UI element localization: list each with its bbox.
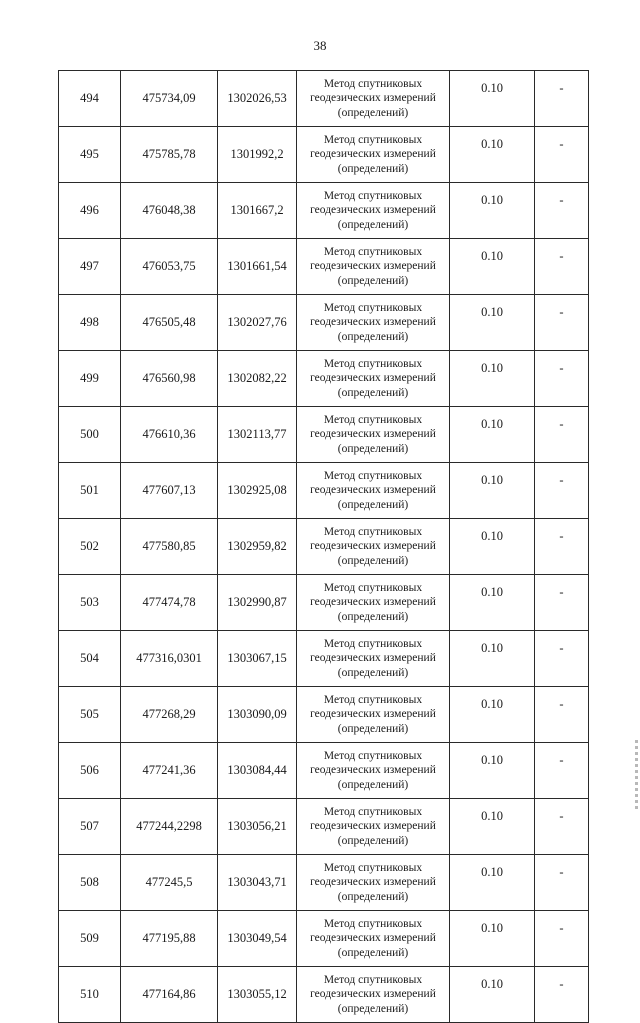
y-coordinate-cell: 1303090,09 [218,687,297,743]
method-cell [297,71,450,127]
method-line: геодезических измерений [310,148,436,161]
point-number-cell: 501 [59,463,121,519]
note-cell: - [535,295,589,351]
method-line: (определений) [337,106,409,119]
method-cell [297,127,450,183]
point-number-cell: 505 [59,687,121,743]
accuracy-cell: 0.10 [450,911,535,967]
method-line: геодезических измерений [310,372,436,385]
table-row [59,183,589,239]
x-coordinate-cell: 475734,09 [121,71,218,127]
accuracy-cell: 0.10 [450,855,535,911]
method-line: (определений) [337,274,409,287]
point-number-cell: 506 [59,743,121,799]
y-coordinate-cell: 1302959,82 [218,519,297,575]
method-cell [297,295,450,351]
table-row [59,407,589,463]
note-cell: - [535,687,589,743]
method-line: геодезических измерений [310,260,436,273]
y-coordinate-cell: 1301661,54 [218,239,297,295]
method-line: (определений) [337,946,409,959]
method-line: (определений) [337,666,409,679]
method-cell [297,855,450,911]
method-line: Метод спутниковых [323,189,423,202]
accuracy-cell: 0.10 [450,519,535,575]
note-cell: - [535,743,589,799]
note-cell: - [535,855,589,911]
method-line: геодезических измерений [310,820,436,833]
x-coordinate-cell: 477607,13 [121,463,218,519]
method-cell [297,687,450,743]
method-line: Метод спутниковых [323,973,423,986]
table-row [59,239,589,295]
method-cell [297,407,450,463]
y-coordinate-cell: 1302113,77 [218,407,297,463]
method-line: Метод спутниковых [323,413,423,426]
method-line: (определений) [337,554,409,567]
accuracy-cell: 0.10 [450,407,535,463]
x-coordinate-cell: 476048,38 [121,183,218,239]
method-line: Метод спутниковых [323,693,423,706]
point-number-cell: 499 [59,351,121,407]
table-row [59,575,589,631]
accuracy-cell: 0.10 [450,575,535,631]
y-coordinate-cell: 1302082,22 [218,351,297,407]
note-cell: - [535,575,589,631]
method-line: (определений) [337,218,409,231]
method-cell [297,183,450,239]
method-line: Метод спутниковых [323,77,423,90]
method-line: (определений) [337,834,409,847]
method-line: геодезических измерений [310,988,436,1001]
accuracy-cell: 0.10 [450,183,535,239]
coordinates-table-body [59,71,589,1023]
note-cell: - [535,967,589,1023]
point-number-cell: 496 [59,183,121,239]
method-line: Метод спутниковых [323,805,423,818]
method-line: (определений) [337,778,409,791]
x-coordinate-cell: 476610,36 [121,407,218,463]
method-line: (определений) [337,498,409,511]
table-row [59,127,589,183]
y-coordinate-cell: 1303084,44 [218,743,297,799]
y-coordinate-cell: 1301992,2 [218,127,297,183]
method-cell [297,743,450,799]
table-row [59,631,589,687]
accuracy-cell: 0.10 [450,463,535,519]
note-cell: - [535,239,589,295]
accuracy-cell: 0.10 [450,799,535,855]
method-line: Метод спутниковых [323,525,423,538]
method-line: геодезических измерений [310,92,436,105]
note-cell: - [535,799,589,855]
coordinates-table [58,70,589,1023]
note-cell: - [535,71,589,127]
method-line: геодезических измерений [310,204,436,217]
method-line: (определений) [337,386,409,399]
method-line: (определений) [337,330,409,343]
note-cell: - [535,519,589,575]
table-row [59,911,589,967]
method-line: Метод спутниковых [323,581,423,594]
table-row [59,799,589,855]
y-coordinate-cell: 1302925,08 [218,463,297,519]
x-coordinate-cell: 477474,78 [121,575,218,631]
y-coordinate-cell: 1303067,15 [218,631,297,687]
note-cell: - [535,127,589,183]
method-line: геодезических измерений [310,484,436,497]
method-line: Метод спутниковых [323,749,423,762]
y-coordinate-cell: 1303049,54 [218,911,297,967]
method-line: геодезических измерений [310,596,436,609]
note-cell: - [535,631,589,687]
accuracy-cell: 0.10 [450,71,535,127]
method-line: (определений) [337,722,409,735]
point-number-cell: 500 [59,407,121,463]
point-number-cell: 497 [59,239,121,295]
method-cell [297,631,450,687]
table-row [59,855,589,911]
method-line: геодезических измерений [310,932,436,945]
method-line: Метод спутниковых [323,637,423,650]
x-coordinate-cell: 477245,5 [121,855,218,911]
y-coordinate-cell: 1303055,12 [218,967,297,1023]
point-number-cell: 494 [59,71,121,127]
x-coordinate-cell: 477268,29 [121,687,218,743]
point-number-cell: 503 [59,575,121,631]
table-row [59,351,589,407]
method-line: Метод спутниковых [323,301,423,314]
method-cell [297,911,450,967]
method-line: (определений) [337,162,409,175]
accuracy-cell: 0.10 [450,127,535,183]
y-coordinate-cell: 1303043,71 [218,855,297,911]
method-cell [297,519,450,575]
x-coordinate-cell: 477164,86 [121,967,218,1023]
accuracy-cell: 0.10 [450,631,535,687]
note-cell: - [535,407,589,463]
y-coordinate-cell: 1302027,76 [218,295,297,351]
point-number-cell: 502 [59,519,121,575]
point-number-cell: 507 [59,799,121,855]
method-line: Метод спутниковых [323,917,423,930]
method-cell [297,463,450,519]
accuracy-cell: 0.10 [450,239,535,295]
point-number-cell: 508 [59,855,121,911]
note-cell: - [535,463,589,519]
table-row [59,295,589,351]
method-line: геодезических измерений [310,764,436,777]
note-cell: - [535,351,589,407]
table-row [59,967,589,1023]
method-cell [297,351,450,407]
accuracy-cell: 0.10 [450,295,535,351]
method-line: геодезических измерений [310,540,436,553]
point-number-cell: 498 [59,295,121,351]
method-line: (определений) [337,890,409,903]
scan-edge-mark [635,740,638,810]
method-line: геодезических измерений [310,708,436,721]
method-line: Метод спутниковых [323,245,423,258]
accuracy-cell: 0.10 [450,351,535,407]
method-line: (определений) [337,442,409,455]
x-coordinate-cell: 477195,88 [121,911,218,967]
y-coordinate-cell: 1302990,87 [218,575,297,631]
x-coordinate-cell: 476053,75 [121,239,218,295]
x-coordinate-cell: 477244,2298 [121,799,218,855]
method-cell [297,799,450,855]
method-line: Метод спутниковых [323,861,423,874]
method-line: Метод спутниковых [323,469,423,482]
method-line: (определений) [337,1002,409,1015]
x-coordinate-cell: 476505,48 [121,295,218,351]
y-coordinate-cell: 1301667,2 [218,183,297,239]
method-line: геодезических измерений [310,652,436,665]
method-cell [297,967,450,1023]
method-line: (определений) [337,610,409,623]
method-cell [297,239,450,295]
point-number-cell: 495 [59,127,121,183]
table-row [59,743,589,799]
x-coordinate-cell: 477241,36 [121,743,218,799]
accuracy-cell: 0.10 [450,687,535,743]
note-cell: - [535,911,589,967]
x-coordinate-cell: 477316,0301 [121,631,218,687]
note-cell: - [535,183,589,239]
method-line: Метод спутниковых [323,133,423,146]
method-line: геодезических измерений [310,428,436,441]
x-coordinate-cell: 476560,98 [121,351,218,407]
method-line: геодезических измерений [310,876,436,889]
accuracy-cell: 0.10 [450,967,535,1023]
accuracy-cell: 0.10 [450,743,535,799]
y-coordinate-cell: 1302026,53 [218,71,297,127]
table-row [59,463,589,519]
table-row [59,687,589,743]
point-number-cell: 510 [59,967,121,1023]
point-number-cell: 509 [59,911,121,967]
page-number: 38 [313,38,327,53]
method-line: Метод спутниковых [323,357,423,370]
y-coordinate-cell: 1303056,21 [218,799,297,855]
x-coordinate-cell: 477580,85 [121,519,218,575]
x-coordinate-cell: 475785,78 [121,127,218,183]
method-cell [297,575,450,631]
table-row [59,71,589,127]
table-row [59,519,589,575]
point-number-cell: 504 [59,631,121,687]
method-line: геодезических измерений [310,316,436,329]
